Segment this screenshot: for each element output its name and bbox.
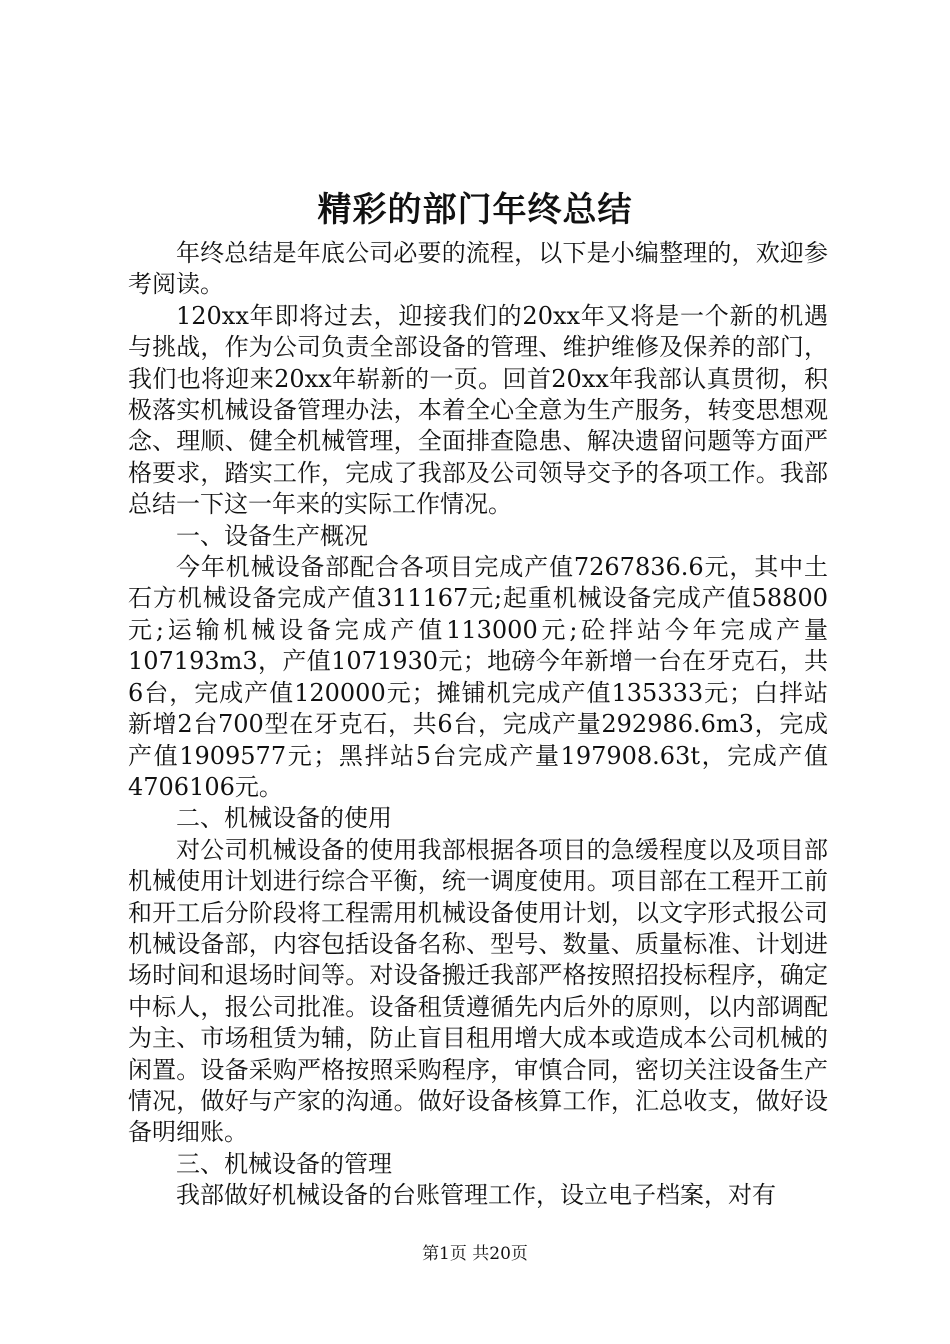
paragraph-intro: 年终总结是年底公司必要的流程，以下是小编整理的，欢迎参考阅读。	[128, 239, 828, 299]
section-heading-3: 三、机械设备的管理	[176, 1149, 392, 1178]
section-heading-1: 一、设备生产概况	[176, 521, 368, 550]
document-title: 精彩的部门年终总结	[317, 190, 633, 230]
section-heading-2: 二、机械设备的使用	[176, 804, 392, 833]
paragraph-management: 我部做好机械设备的台账管理工作，设立电子档案，对有	[176, 1181, 776, 1210]
page-footer: 第1页 共20页	[422, 1244, 528, 1264]
paragraph-production: 今年机械设备部配合各项目完成产值7267836.6元，其中土石方机械设备完成产值311167元;起重机械设备完成产值58800元;运输机械设备完成产值113000元;砼拌站今年完成产量107193m3，产值1071930元；地磅今年新增一台在牙克石，共6台，完成产值120000元；摊铺机完成产值135333元；白拌站新增2台700型在牙克石，共6台，完成产量292986.6m3，完成产值1909577元；黑拌站5台完成产量197908.63t，完成产值4706106元。	[128, 553, 828, 801]
paragraph-usage: 对公司机械设备的使用我部根据各项目的急缓程度以及项目部机械使用计划进行综合平衡，统一调度使用。项目部在工程开工前和开工后分阶段将工程需用机械设备使用计划，以文字形式报公司机械设备部，内容包括设备名称、型号、数量、质量标准、计划进场时间和退场时间等。对设备搬迁我部严格按照招投标程序，确定中标人，报公司批准。设备租赁遵循先内后外的原则，以内部调配为主、市场租赁为辅，防止盲目租用增大成本或造成本公司机械的闲置。设备采购严格按照采购程序，审慎合同，密切关注设备生产情况，做好与产家的沟通。做好设备核算工作，汇总收支，做好设备明细账。	[128, 835, 828, 1147]
paragraph-overview: 120xx年即将过去，迎接我们的20xx年又将是一个新的机遇与挑战，作为公司负责全部设备的管理、维护维修及保养的部门，我们也将迎来20xx年崭新的一页。回首20xx年我部认真贯彻，积极落实机械设备管理办法，本着全心全意为生产服务，转变思想观念、理顺、健全机械管理，全面排查隐患、解决遗留问题等方面严格要求，踏实工作，完成了我部及公司领导交予的各项工作。我部总结一下这一年来的实际工作情况。	[128, 301, 828, 519]
document-body	[128, 238, 828, 1212]
